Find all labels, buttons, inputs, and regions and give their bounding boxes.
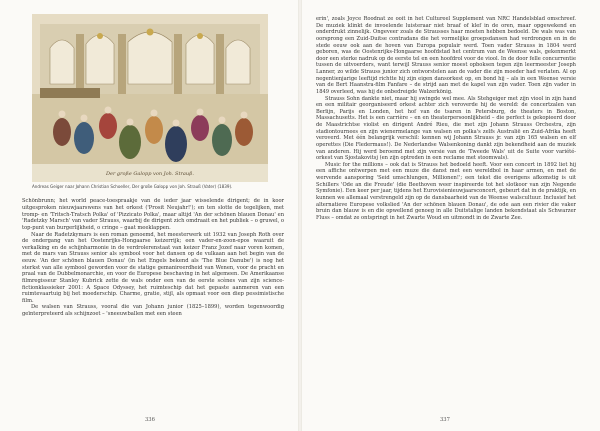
figure-caption: Andreas Geiger naar Johann Christian Schoeller, Der große Galopp von Joh. Strauß (Vater) (1839). xyxy=(32,184,233,189)
right-page xyxy=(300,0,600,431)
right-paragraph-3: Music for the millions – ook dat is Strauss het bedoeld heeft. Voor een concert in 1892 liet hij een affiche ontwerpen met een muze die danst met een wereldbol in haar armen, en met de wervende aansporing 'Seid umschlungen, Millionen!'; een tekst die overigens afkomstig is uit Schillers 'Ode an die Freude' (die Beethoven weer inspireerde tot het slotkoor van zijn Negende Symfonie). Een keer per jaar, tijdens het Eurovisienieuwjaarsconcert, gebeurt dat in de praktijk, en kunnen we allemaal verstrengeld zijn op de dansbaarheid van de Weense walscultuur. Inclusief het alternatieve Europese volkslied 'An der schönen blauen Donau', de ode aan een rivier die vaker bruin dan blauw is en die opwellend genoeg in alle Duitstalige landen bekendstaat als Schwarzer Fluss – omdat ze ontspringt in het Zwarte Woud en uitmondt in de Zwarte Zee. xyxy=(316,161,576,221)
page-number-right: 337 xyxy=(440,417,450,423)
book-gutter xyxy=(298,0,302,431)
left-paragraph-2: Naar de Radetzkymars is een roman genoemd, het meesterwerk uit 1932 van Joseph Roth over de ondergang van het Oostenrijks-Hongaarse keizerrijk; een vader-en-zoon-epos waaruit de verkalking en de schijnharmonie in de verdrolerenstaat van keizer Franz Jozef naar voren komen, met de mars van Strauss senior als symbool voor het dansen op de vulkaan aan het begin van de eeuw. 'An der schönen blauen Donau' (in het Engels bekend als 'The Blue Danube') is nog het sterkst van alle symbool geworden voor de statige gemanireerdheid van Wenen, voor de pracht en praal van de Dubbelmonarchie, en voor de Europese beschaving in het algemeen. De Amerikaanse filmregisseur Stanley Kubrick zette de wals onder een van de eerste scènes van zijn science-fictionklassieker 2001: A Space Odyssey, het ruimteschip dat het gepaste aanmeren van een ruimtevaartuig bij het moederschip. Charme, gratie, stijl, als opmaat voor een diep pessimistische film. xyxy=(22,231,284,304)
left-paragraph-3: De walsen van Strauss, vooral die van Johann junior (1825–1899), worden tegenwoordig geïnterpreteerd als schijnzoet – 'sneeuwballen met een steen xyxy=(22,304,284,318)
ballroom-engraving xyxy=(32,14,268,182)
right-body-text xyxy=(316,16,576,221)
left-paragraph-1: Schönbrunn; het world peace-toespraakje van de ieder jaar wisselende dirigent; de in koor uitgesproken nieuwjaarswens van het orkest ('Prosit Neujahr!'); en ten slotte de tegelijken, met tromp- en 'Tritsch-Tratsch Polka' of 'Pizzicato Polka', maar altijd 'An der schönen blauen Donau' en 'Radetzky Marsch' van vader Strauss, waarbij de dirigent zich omdraait en het publiek – o gruwel, o top-punt van burgerlijkheid, o cringe – gaat meeklappen. xyxy=(22,198,284,231)
illustration-strauss-galop xyxy=(32,14,268,182)
right-paragraph-2: Strauss Sohn dankte niet, maar hij swingde wel mee. Als Stehgeiger met zijn viool in zijn hand en een militair georganiseerd orkest achter zich veroverde hij de wereld: de concertzalen van Berlijn, Parijs en Londen, het hof van de tsaren in Petersburg, de theaters in Boston, Massachusetts. Het is een carrière – en en theaterpersoonlijkheid – die perfect is gekopieerd door de Maastrichtse violist en dirigent André Rieu, die met zijn Johann Strauss Orchestra, zijn stadiontournees en zijn wienermelange van walsen en polka's zelfs Australië en Zuid-Afrika heeft veroverd. Met één belangrijk verschil: kennen wij Johann Strauss jr. van zijn 165 walsen en elf operettes (Die Fledermaus!). De Nederlandse Walsenkoning dankt zijn bekendheid aan de muziek van anderen. Hij werd beroemd met zijn versie van de 'Tweede Wals' uit de Suite voor variété-orkest van Sjostakovitsj (en zijn optreden in een reclame met stoomwals). xyxy=(316,95,576,162)
left-body-text xyxy=(22,198,284,317)
right-paragraph-1: erin', zoals Joyce Roodnat ze ooit in het Cultureel Supplement van NRC Handelsblad omschreef. De muziek klinkt de invoelende luisteraar niet braaf of klef in de oren, maar opgewekend en onderdrukt zinnelijk. Ongeveer zoals de Strausses haar moeten hebben bedoeld. De wals was van oorsprong een Zuid-Duitse contradans die het vormelijke groepsdansen had verdrongen en in de stede eeuw ook aan de hoven van Europa populair werd. Toen vader Strauss in 1804 werd geboren, was de Oostenrijks-Hongaarse hoofdstad het centrum van de Weense wals, gekenmerkt door een sterke nadruk op de eerste tel en een hoofdrol voor de viool. In de door felle concurrentie tussen de uitvoerders, want terwijl Strauss senior moest opboksen tegen zijn leermeester Joseph Lanner, zo wilde Strauss junior zich ontworstelen aan de vader die zijn moeder had verlaten. Al op negentienjarige leeftijd richtte hij zijn eigen dansorkest op, en bond hij – als in een Weense versie van de Bert Haanstra-film Fanfare – de strijd aan met de kapel van zijn vader. Toen zijn vader in 1849 overleed, was hij de onbedreigde Walzerkönig. xyxy=(316,16,576,95)
page-number-left: 336 xyxy=(145,417,155,423)
engraving-inscription: Der große Galopp von Joh. Strauß. xyxy=(105,171,195,177)
